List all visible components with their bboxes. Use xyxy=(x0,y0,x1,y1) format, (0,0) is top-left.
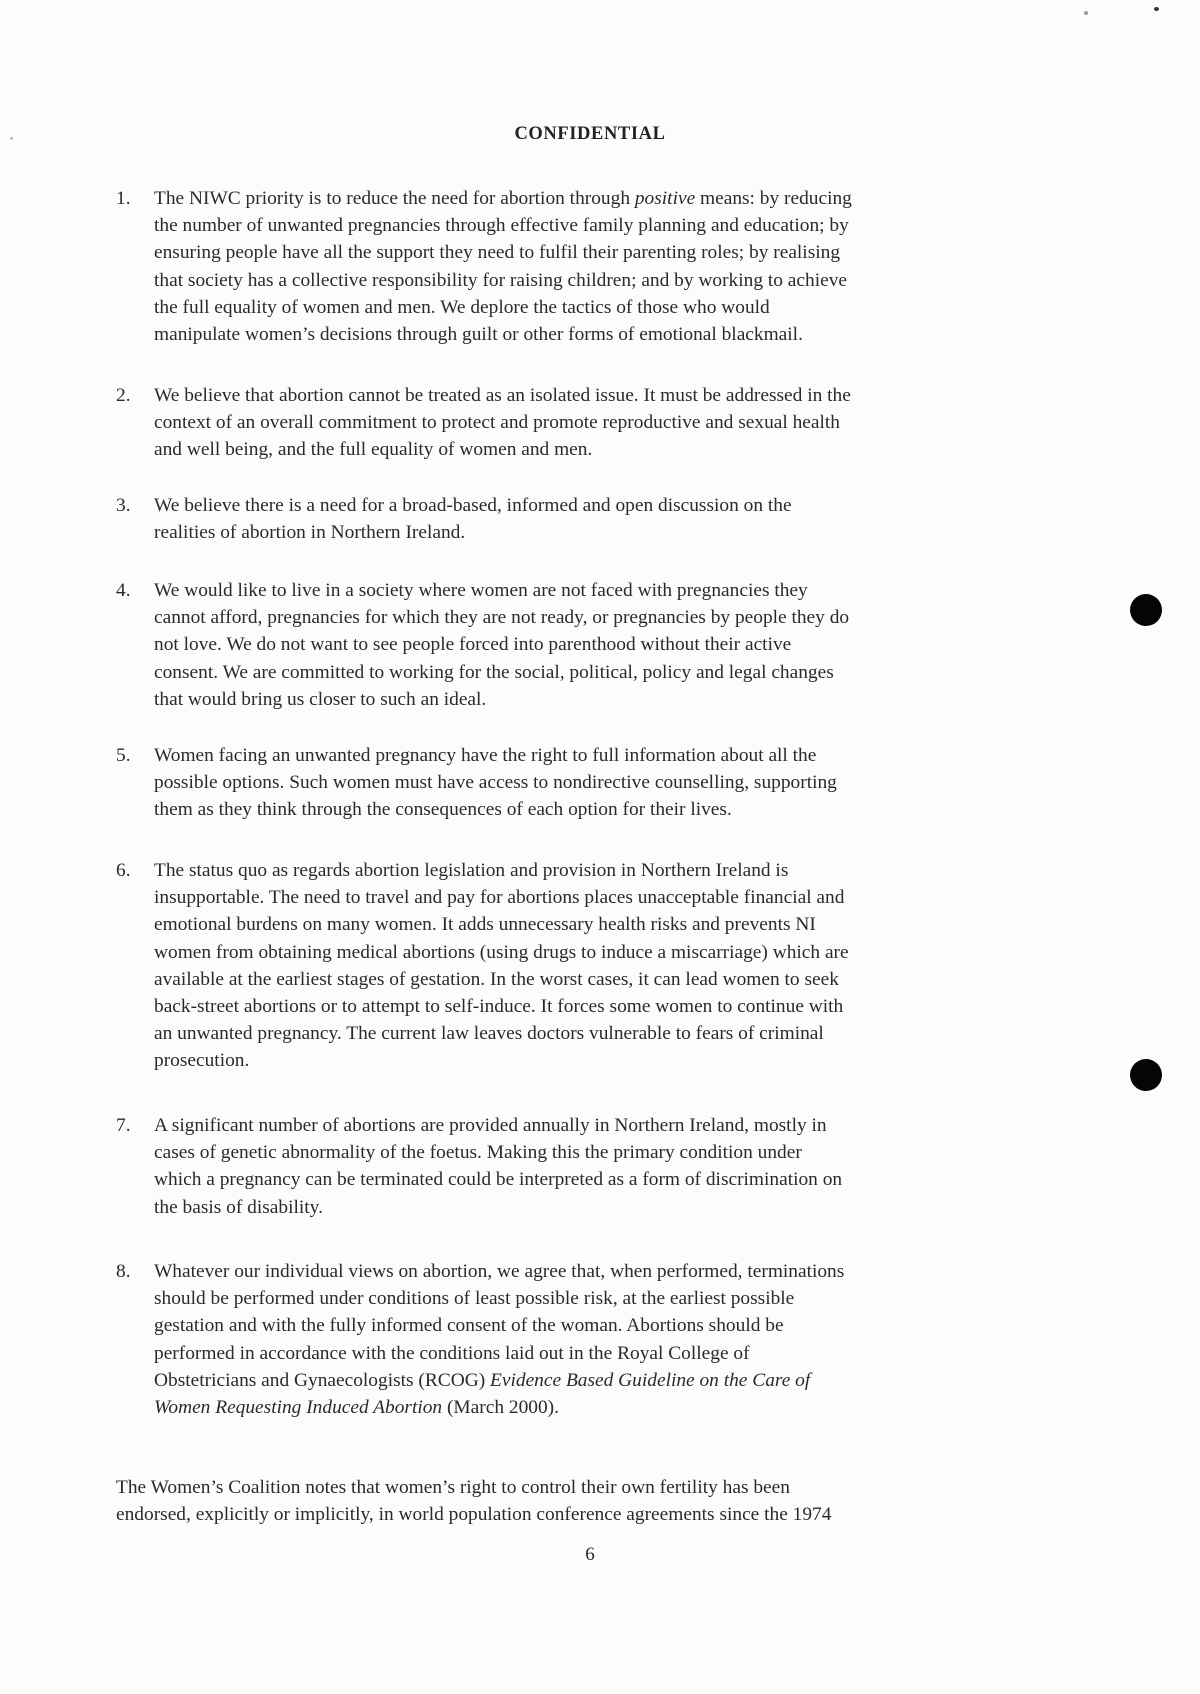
text-run: women from obtaining medical abortions (using drugs to induce a miscarriage) which are xyxy=(154,941,849,963)
italic-text-run: Evidence Based Guideline on the Care of xyxy=(490,1369,811,1391)
text-line xyxy=(154,604,1046,631)
document-title: CONFIDENTIAL xyxy=(514,124,666,144)
text-run: available at the earliest stages of gestation. In the worst cases, it can lead women to seek xyxy=(154,968,839,990)
text-line xyxy=(154,1394,1046,1421)
text-line xyxy=(154,267,1046,294)
list-item xyxy=(116,1112,1046,1221)
item-number: 5. xyxy=(116,745,131,766)
text-line xyxy=(154,239,1046,266)
text-line xyxy=(154,1139,1046,1166)
page-number: 6 xyxy=(585,1544,595,1565)
text-run: Whatever our individual views on abortion, we agree that, when performed, terminations xyxy=(154,1261,845,1282)
text-run: cannot afford, pregnancies for which they are not ready, or pregnancies by people they do xyxy=(154,607,850,629)
item-text xyxy=(154,742,1046,824)
item-number: 4. xyxy=(116,580,131,601)
text-run: prosecution. xyxy=(154,1050,250,1072)
text-line xyxy=(154,1340,1046,1367)
text-run: cases of genetic abnormality of the foetus. Making this the primary condition under xyxy=(154,1142,802,1164)
item-number: 8. xyxy=(116,1261,131,1282)
item-text xyxy=(154,1112,1046,1221)
text-run: possible options. Such women must have access to nondirective counselling, supporting xyxy=(154,772,837,794)
closing-paragraph xyxy=(116,1474,1056,1528)
text-line xyxy=(154,911,1046,938)
scan-speck xyxy=(1154,7,1159,11)
text-line xyxy=(154,1194,1046,1221)
text-line xyxy=(154,966,1046,993)
item-text xyxy=(154,185,1046,348)
text-line xyxy=(154,185,1046,212)
text-run: manipulate women’s decisions through guilt or other forms of emotional blackmail. xyxy=(154,324,803,346)
text-line xyxy=(154,577,1046,604)
text-run: The status quo as regards abortion legislation and provision in Northern Ireland is xyxy=(154,860,789,881)
text-run: the number of unwanted pregnancies through effective family planning and education; by xyxy=(154,215,849,237)
text-line xyxy=(154,1285,1046,1312)
text-run: (March 2000). xyxy=(442,1397,559,1419)
text-line xyxy=(154,742,1046,769)
text-line xyxy=(154,382,1046,409)
text-run: performed in accordance with the conditions laid out in the Royal College of xyxy=(154,1342,750,1364)
text-run: realities of abortion in Northern Ireland. xyxy=(154,522,466,544)
italic-text-run: positive xyxy=(634,188,696,209)
text-run: should be performed under conditions of least possible risk, at the earliest possible xyxy=(154,1288,795,1310)
list-item xyxy=(116,492,1046,546)
text-line xyxy=(154,993,1046,1020)
text-run: The NIWC priority is to reduce the need for abortion through xyxy=(154,188,635,209)
text-run: context of an overall commitment to protect and promote reproductive and sexual health xyxy=(154,412,840,434)
item-text xyxy=(154,1258,1046,1421)
item-text xyxy=(154,857,1046,1075)
item-number: 3. xyxy=(116,495,131,516)
text-run: an unwanted pregnancy. The current law leaves doctors vulnerable to fears of criminal xyxy=(154,1023,824,1045)
text-run: back-street abortions or to attempt to self-induce. It forces some women to continue with xyxy=(154,996,844,1018)
scan-speck xyxy=(1084,11,1088,15)
list-item xyxy=(116,1258,1046,1421)
text-line xyxy=(154,631,1046,658)
text-run: We believe that abortion cannot be treated as an isolated issue. It must be addressed in the xyxy=(154,385,851,406)
item-number: 7. xyxy=(116,1115,131,1136)
item-number: 6. xyxy=(116,860,131,881)
text-run: that would bring us closer to such an ideal. xyxy=(154,688,487,710)
text-line xyxy=(154,659,1046,686)
text-line xyxy=(154,1258,1046,1285)
closing-line: endorsed, explicitly or implicitly, in world population conference agreements since the 1974 xyxy=(116,1504,832,1526)
text-run: which a pregnancy can be terminated could be interpreted as a form of discrimination on xyxy=(154,1169,843,1191)
text-line xyxy=(154,519,1046,546)
text-line xyxy=(154,492,1046,519)
list-item xyxy=(116,185,1046,348)
text-line xyxy=(154,796,1046,823)
text-run: consent. We are committed to working for the social, political, policy and legal changes xyxy=(154,661,834,683)
text-line xyxy=(154,769,1046,796)
text-line xyxy=(154,857,1046,884)
italic-text-run: Women Requesting Induced Abortion xyxy=(154,1397,443,1419)
text-line xyxy=(154,1112,1046,1139)
list-item xyxy=(116,742,1046,824)
text-run: Obstetricians and Gynaecologists (RCOG) xyxy=(154,1369,491,1391)
text-run: them as they think through the consequences of each option for their lives. xyxy=(154,799,732,821)
list-item xyxy=(116,577,1046,713)
list-item xyxy=(116,382,1046,464)
text-line xyxy=(154,294,1046,321)
text-run: We believe there is a need for a broad-based, informed and open discussion on the xyxy=(154,495,792,516)
punch-hole xyxy=(1130,594,1162,626)
list-item xyxy=(116,857,1046,1075)
item-number: 1. xyxy=(116,188,131,209)
punch-hole xyxy=(1130,1059,1162,1091)
text-run: the full equality of women and men. We deplore the tactics of those who would xyxy=(154,296,770,318)
text-run: not love. We do not want to see people forced into parenthood without their active xyxy=(154,634,792,656)
text-run: and well being, and the full equality of women and men. xyxy=(154,439,593,461)
text-run: insupportable. The need to travel and pay for abortions places unacceptable financial and xyxy=(154,887,845,909)
item-text xyxy=(154,492,1046,546)
text-line xyxy=(154,409,1046,436)
text-line xyxy=(154,321,1046,348)
item-text xyxy=(154,577,1046,713)
text-run: ensuring people have all the support they need to fulfil their parenting roles; by realising xyxy=(154,242,841,264)
item-number: 2. xyxy=(116,385,131,406)
text-run: We would like to live in a society where women are not faced with pregnancies they xyxy=(154,580,808,601)
scan-speck xyxy=(10,137,13,140)
text-line xyxy=(154,1367,1046,1394)
text-run: Women facing an unwanted pregnancy have the right to full information about all the xyxy=(154,745,817,766)
text-line xyxy=(154,436,1046,463)
text-line xyxy=(154,1047,1046,1074)
text-line xyxy=(154,884,1046,911)
text-line xyxy=(154,1020,1046,1047)
text-run: the basis of disability. xyxy=(154,1196,323,1218)
text-run: means: by reducing xyxy=(695,188,852,209)
text-run: gestation and with the fully informed consent of the woman. Abortions should be xyxy=(154,1315,784,1337)
text-run: that society has a collective responsibility for raising children; and by working to achieve xyxy=(154,269,848,291)
text-line xyxy=(154,212,1046,239)
text-line xyxy=(154,1312,1046,1339)
text-line xyxy=(154,686,1046,713)
text-line xyxy=(154,1166,1046,1193)
text-line xyxy=(154,939,1046,966)
closing-line: The Women’s Coalition notes that women’s right to control their own fertility has been xyxy=(116,1477,790,1498)
text-run: A significant number of abortions are provided annually in Northern Ireland, mostly in xyxy=(154,1115,827,1136)
text-run: emotional burdens on many women. It adds unnecessary health risks and prevents NI xyxy=(154,914,816,936)
item-text xyxy=(154,382,1046,464)
